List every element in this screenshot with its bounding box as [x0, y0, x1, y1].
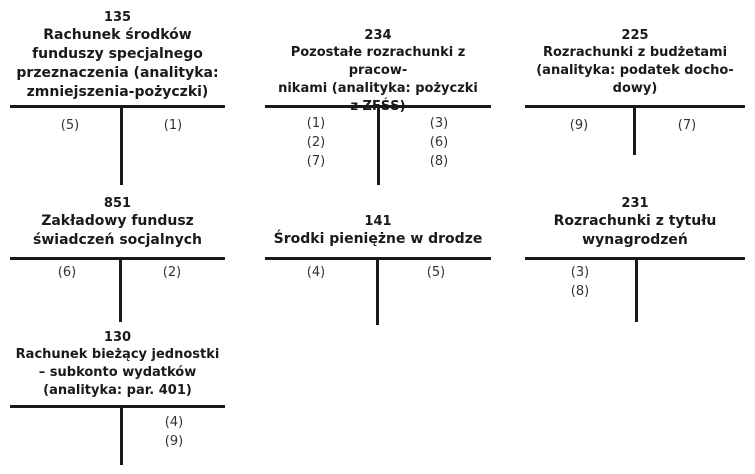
t-account-231: [525, 196, 745, 326]
entry: (6): [57, 265, 77, 280]
account-title: Rachunek bieżący jednostki – subkonto wydatków (analityka: par. 401): [15, 347, 220, 398]
entry: (8): [429, 154, 449, 169]
entry: (2): [162, 265, 182, 280]
credit-entries: [667, 116, 707, 135]
t-account-135: [10, 10, 225, 160]
entry: (3): [570, 265, 590, 280]
credit-entries: [152, 263, 192, 282]
t-account-divider: [376, 257, 379, 325]
account-header: [10, 196, 225, 250]
t-account-divider: [633, 105, 636, 155]
debit-entries: [560, 263, 600, 301]
account-title: Rachunek środków funduszy specjalnego przeznaczenia (analityka: zmniejszenia-pożyczki): [16, 27, 219, 100]
t-account-divider: [120, 105, 123, 185]
t-account-divider: [377, 105, 380, 185]
account-title: Środki pieniężne w drodze: [273, 231, 483, 247]
account-title: Rozrachunki z budżetami (analityka: podatek docho- dowy): [536, 45, 734, 96]
account-number: 130: [103, 330, 132, 345]
t-account-top-line: [10, 405, 225, 408]
t-account-225: [525, 28, 745, 158]
t-account-130: [10, 330, 225, 470]
account-title: Pozostałe rozrachunki z pracow- nikami (analityka: pożyczki: [278, 45, 478, 96]
account-title: Zakładowy fundusz świadczeń socjalnych: [33, 213, 202, 248]
debit-entries: [296, 114, 336, 171]
account-number: 135: [103, 10, 132, 25]
entry: (6): [429, 135, 449, 150]
credit-entries: [419, 114, 459, 171]
entry: (7): [306, 154, 326, 169]
entry: (2): [306, 135, 326, 150]
t-account-234: [265, 28, 491, 178]
t-account-divider: [119, 257, 122, 322]
credit-entries: [153, 116, 193, 135]
entry: (5): [426, 265, 446, 280]
account-header: [10, 10, 225, 102]
t-account-top-line: [10, 257, 225, 260]
debit-entries: [559, 116, 599, 135]
debit-entries: [296, 263, 336, 282]
account-header: [265, 214, 491, 249]
t-account-851: [10, 196, 225, 326]
t-account-top-line: [10, 105, 225, 108]
account-number: 141: [364, 214, 392, 229]
t-account-141: [265, 214, 491, 326]
entry: (9): [164, 434, 184, 449]
account-header: [265, 28, 491, 116]
entry: (4): [164, 415, 184, 430]
entry: (3): [429, 116, 449, 131]
credit-entries: [416, 263, 456, 282]
debit-entries: [47, 263, 87, 282]
entry: (7): [677, 118, 697, 133]
account-title: Rozrachunki z tytułu wynagrodzeń: [553, 213, 717, 248]
debit-entries: [50, 116, 90, 135]
account-header: [525, 28, 745, 98]
entry: (4): [306, 265, 326, 280]
credit-entries: [154, 413, 194, 451]
account-number: 234: [364, 28, 392, 43]
account-header: [525, 196, 745, 250]
entry: (8): [570, 284, 590, 299]
t-account-divider: [635, 257, 638, 322]
t-account-divider: [120, 405, 123, 465]
account-number: 225: [621, 28, 649, 43]
entry: (1): [163, 118, 183, 133]
entry: (9): [569, 118, 589, 133]
account-header: [10, 330, 225, 400]
entry: (1): [306, 116, 326, 131]
entry: (5): [60, 118, 80, 133]
account-number: 231: [621, 196, 649, 211]
account-number: 851: [103, 196, 132, 211]
